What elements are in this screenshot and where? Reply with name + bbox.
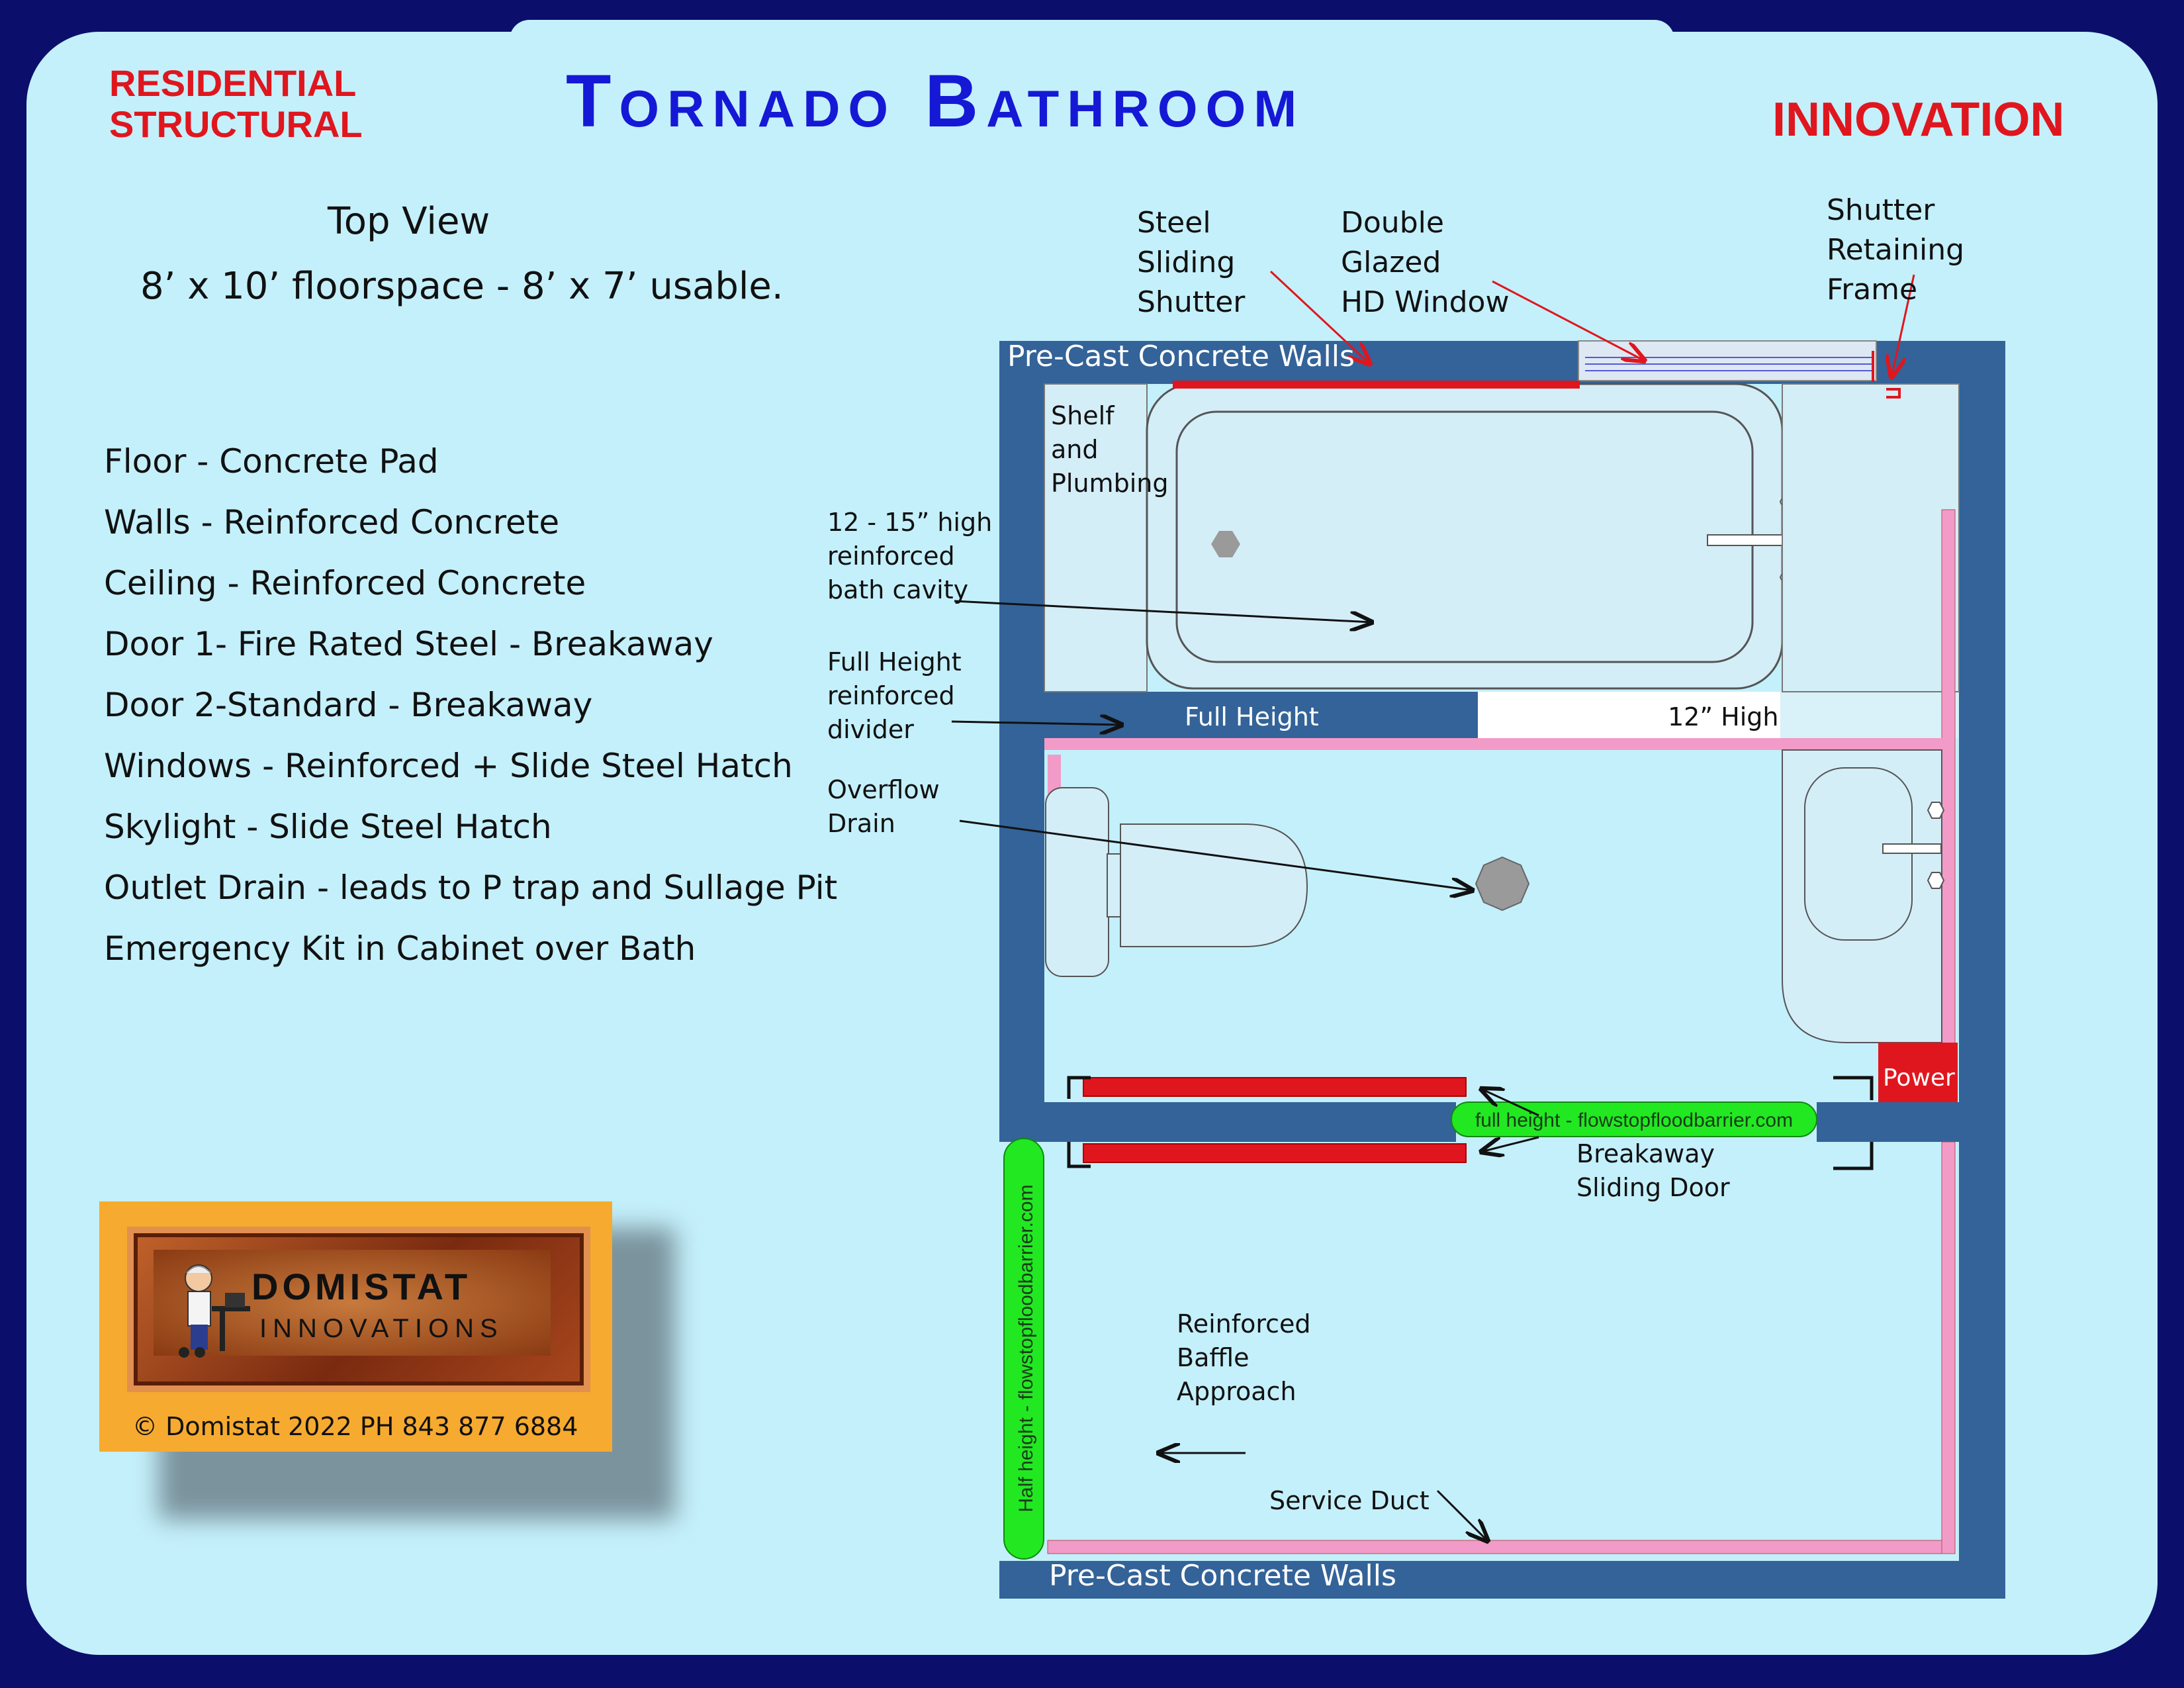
callout-bath-cavity: 12 - 15” high reinforced bath cavity (827, 508, 993, 604)
spec-floor: Floor - Concrete Pad (104, 442, 439, 481)
window (1578, 341, 1876, 381)
view-label: Top View (328, 200, 490, 243)
logo-card (99, 1201, 612, 1452)
wall-right (1959, 341, 2005, 1595)
spec-ceiling: Ceiling - Reinforced Concrete (104, 564, 586, 602)
header-left-line1: RESIDENTIAL (109, 62, 357, 104)
size-label: 8’ x 10’ floorspace - 8’ x 7’ usable. (140, 265, 784, 308)
spec-door-2: Door 2-Standard - Breakaway (104, 686, 593, 724)
logo-plate (127, 1227, 590, 1392)
page-title: Tornado Bathroom (566, 60, 1305, 142)
callout-shelf: Shelf and Plumbing (1051, 401, 1169, 498)
label-twelve-high: 12” High (1668, 702, 1779, 731)
spec-windows: Windows - Reinforced + Slide Steel Hatch (104, 747, 793, 785)
door-bracket-ur (1833, 1078, 1872, 1100)
door-lower (1083, 1144, 1466, 1162)
toilet-cistern (1046, 788, 1109, 976)
logo-line2: INNOVATIONS (259, 1314, 504, 1343)
header-right: INNOVATION (1772, 93, 2065, 146)
sink-valve-1 (1928, 802, 1944, 818)
label-top-wall: Pre-Cast Concrete Walls (1007, 340, 1355, 373)
callout-shutter-frame: Shutter Retaining Frame (1827, 193, 1965, 306)
callout-window: Double Glazed HD Window (1341, 206, 1510, 319)
overflow-drain (1476, 857, 1529, 910)
logo-copyright: © Domistat 2022 PH 843 877 6884 (132, 1412, 578, 1441)
label-full-height: Full Height (1185, 702, 1319, 731)
label-power: Power (1883, 1064, 1955, 1092)
right-pink-strip (1942, 510, 1955, 1099)
arrow-service-duct (1437, 1491, 1488, 1541)
callout-breakaway: Breakaway Sliding Door (1576, 1139, 1730, 1202)
sink-tap (1883, 844, 1941, 853)
spec-door-1: Door 1- Fire Rated Steel - Breakaway (104, 625, 713, 663)
door-upper (1083, 1078, 1466, 1096)
wall-left (999, 341, 1044, 1142)
callout-divider: Full Height reinforced divider (827, 647, 962, 744)
spec-skylight: Skylight - Slide Steel Hatch (104, 808, 552, 846)
callout-overflow: Overflow Drain (827, 775, 940, 838)
pink-right-lower-strip (1942, 1142, 1955, 1554)
header-left-line2: STRUCTURAL (109, 103, 363, 145)
callout-baffle: Reinforced Baffle Approach (1177, 1309, 1311, 1406)
spec-walls: Walls - Reinforced Concrete (104, 503, 560, 541)
pink-top-strip (1044, 738, 1954, 750)
arrow-door-lower (1481, 1137, 1539, 1152)
spec-drain: Outlet Drain - leads to P trap and Sullage Pit (104, 868, 838, 907)
right-shade (1782, 384, 1959, 692)
toilet-hinge (1107, 854, 1120, 917)
door-wall-right (1817, 1102, 2005, 1142)
label-bottom-wall: Pre-Cast Concrete Walls (1049, 1559, 1396, 1593)
door-bracket-lr (1833, 1142, 1872, 1168)
pink-bottom-strip (1048, 1540, 1948, 1554)
label-barrier-half: Half height - flowstopfloodbarrier.com (1015, 1184, 1037, 1513)
sliding-shutter (1173, 381, 1580, 389)
callout-steel-shutter: Steel Sliding Shutter (1137, 206, 1246, 319)
toilet-bowl (1120, 824, 1307, 947)
callout-service-duct: Service Duct (1269, 1486, 1430, 1515)
spec-emergency: Emergency Kit in Cabinet over Bath (104, 929, 696, 968)
bath-tap (1707, 535, 1792, 545)
bathtub-inner (1177, 412, 1752, 662)
logo-line1: DOMISTAT (251, 1266, 472, 1307)
divider-low-overlay (1780, 692, 1959, 738)
sink-valve-2 (1928, 872, 1944, 888)
label-barrier-full: full height - flowstopfloodbarrier.com (1475, 1109, 1794, 1131)
door-wall-left (999, 1102, 1456, 1142)
scientist-icon (159, 1253, 251, 1366)
